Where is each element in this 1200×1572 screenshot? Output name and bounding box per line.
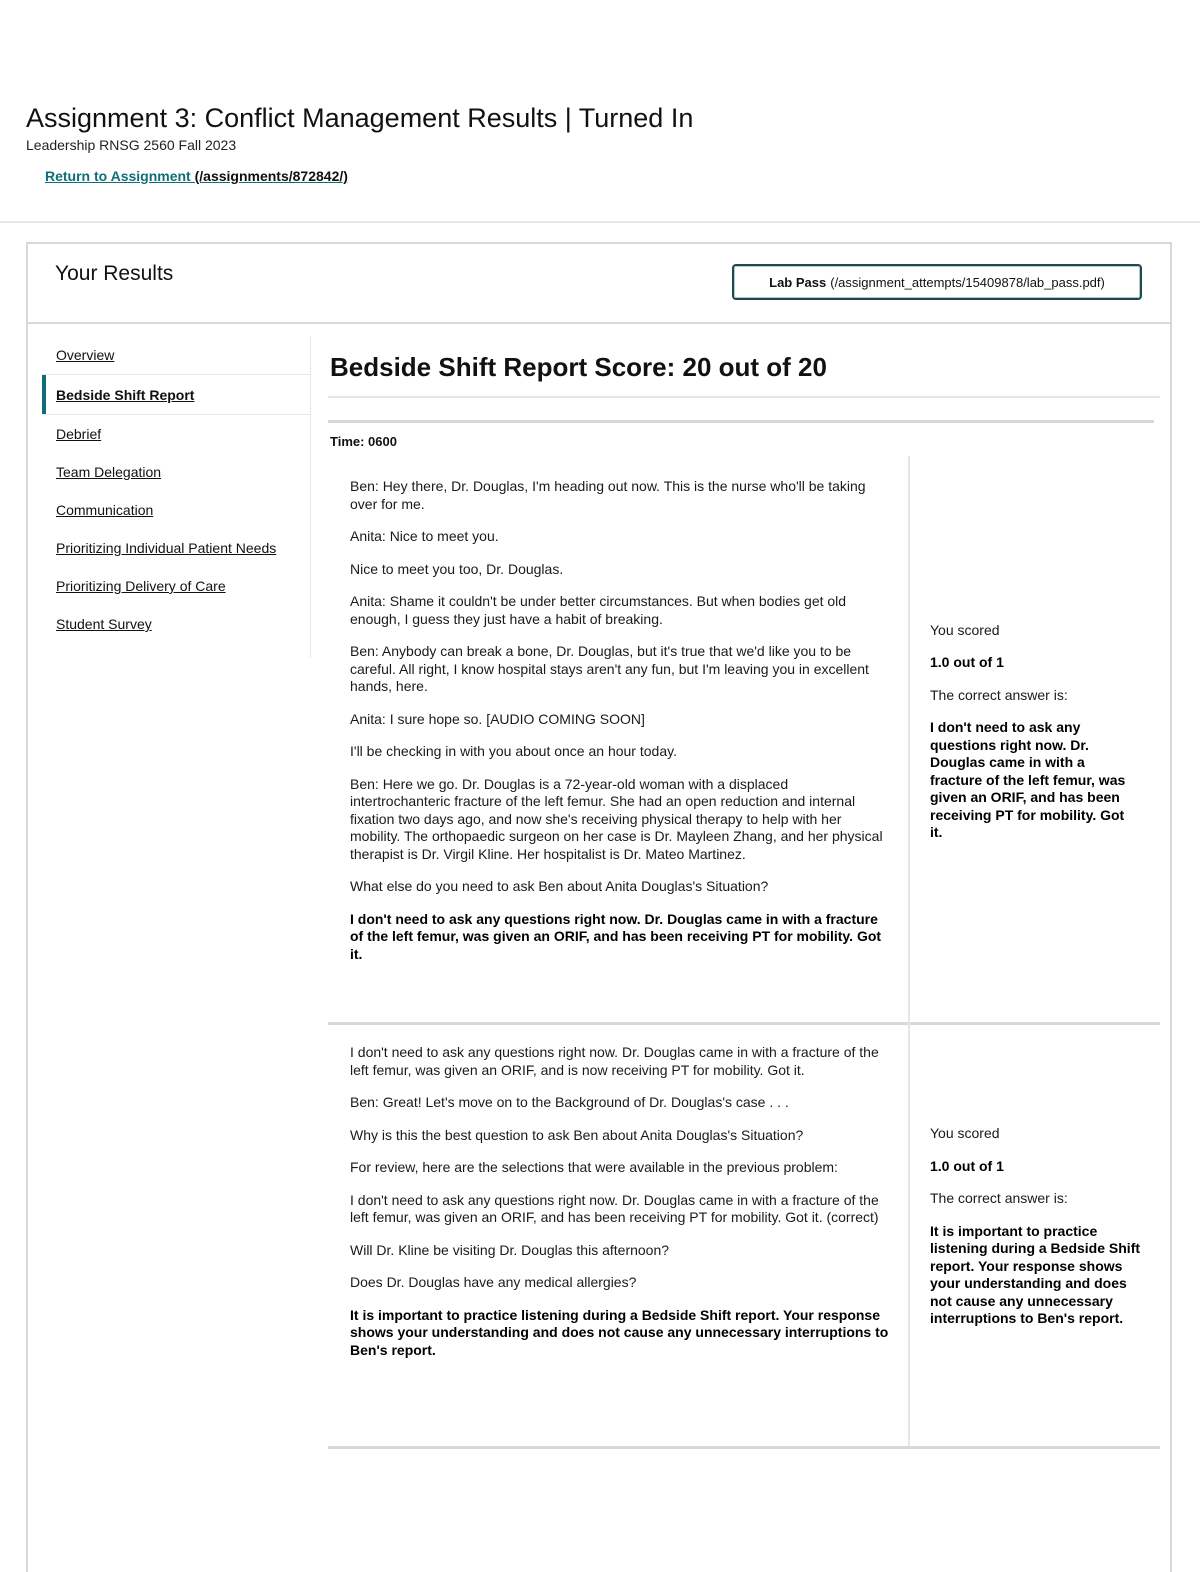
question-text: What else do you need to ask Ben about Anita Douglas's Situation? <box>350 878 769 894</box>
nav-item-communication[interactable] <box>42 491 310 529</box>
nav-item-label[interactable]: Student Survey <box>56 616 152 632</box>
heading-divider <box>328 396 1160 398</box>
selected-answer: I don't need to ask any questions right now. Dr. Douglas came in with a fracture of the left femur, was given an ORIF, and has been receiving PT for mobility. Got it. <box>350 910 882 962</box>
dialogue-line: Ben: Here we go. Dr. Douglas is a 72-year-old woman with a displaced intertrochanteric fracture of the left femur. She had an open reduction and internal fixation two days ago, and now she's receiving physical therapy to help with her mobility. The orthopaedic surgeon on her case is Dr. Mayleen Zhang, and her physical therapist is Dr. Virgil Kline. Her hospitalist is Dr. Mateo Martinez. <box>350 775 883 862</box>
dialogue-line: Ben: Great! Let's move on to the Background of Dr. Douglas's case . . . <box>350 1094 789 1110</box>
score-panel <box>908 1022 1160 1446</box>
dialogue-line: Anita: Shame it couldn't be under better circumstances. But when bodies get old enough, I guess they just have a habit of breaking. <box>350 593 847 627</box>
nav-item-prioritizing-individual-patient-needs[interactable] <box>42 529 310 567</box>
course-subtitle: Leadership RNSG 2560 Fall 2023 <box>26 137 237 153</box>
results-card <box>26 242 1172 1572</box>
review-intro: For review, here are the selections that were available in the previous problem: <box>350 1159 838 1175</box>
dialogue-line: I'll be checking in with you about once an hour today. <box>350 743 677 759</box>
question-block <box>328 456 1160 1025</box>
nav-item-label[interactable]: Overview <box>56 347 115 363</box>
header-divider <box>0 221 1200 223</box>
results-main <box>328 336 1160 1358</box>
question-block <box>328 1022 1160 1449</box>
scored-label: You scored <box>930 621 1000 638</box>
question-score: 1.0 out of 1 <box>930 654 1004 670</box>
nav-item-label[interactable]: Debrief <box>56 426 102 442</box>
scored-label: You scored <box>930 1125 1000 1142</box>
return-to-assignment-link[interactable] <box>45 168 348 184</box>
nav-item-label[interactable]: Prioritizing Delivery of Care <box>56 578 226 594</box>
lab-pass-label[interactable]: Lab Pass <box>769 274 827 290</box>
answer-option: Does Dr. Douglas have any medical allergies? <box>350 1274 637 1290</box>
nav-item-label[interactable]: Communication <box>56 502 154 518</box>
results-title: Your Results <box>55 262 174 285</box>
return-link-label[interactable]: Return to Assignment <box>45 168 191 184</box>
question-text: Why is this the best question to ask Ben about Anita Douglas's Situation? <box>350 1126 804 1143</box>
nav-item-team-delegation[interactable] <box>42 453 310 491</box>
correct-answer: I don't need to ask any questions right now. Dr. Douglas came in with a fracture of the left femur, was given an ORIF, and has been receiving PT for mobility. Got it. <box>930 719 1126 840</box>
score-panel <box>908 456 1160 1022</box>
lab-pass-button[interactable] <box>732 264 1142 300</box>
nav-item-student-survey[interactable] <box>42 605 310 643</box>
lab-pass-path[interactable]: (/assignment_attempts/15409878/lab_pass.pdf) <box>830 274 1105 290</box>
page-header <box>26 100 1174 184</box>
dialogue-line: Ben: Anybody can break a bone, Dr. Douglas, but it's true that we'd like you to be careful. All right, I know hospital stays aren't any fun, but I'm leaving you in excellent hands, here. <box>350 643 869 694</box>
correct-answer: It is important to practice listening during a Bedside Shift report. Your response shows your understanding and does not cause any unnecessary interruptions to Ben's report. <box>930 1222 1141 1327</box>
dialogue-line: Ben: Hey there, Dr. Douglas, I'm heading out now. This is the nurse who'll be taking over for me. <box>350 478 866 512</box>
nav-item-bedside-shift-report[interactable] <box>42 374 310 415</box>
nav-item-label[interactable]: Prioritizing Individual Patient Needs <box>56 540 277 556</box>
correct-answer-label: The correct answer is: <box>930 686 1068 703</box>
answer-option: Will Dr. Kline be visiting Dr. Douglas this afternoon? <box>350 1241 670 1258</box>
dialogue-line: I don't need to ask any questions right now. Dr. Douglas came in with a fracture of the left femur, was given an ORIF, and is now receiving PT for mobility. Got it. <box>350 1044 879 1078</box>
results-card-header <box>28 244 1170 324</box>
question-prompt <box>328 456 908 1022</box>
results-side-nav <box>42 336 311 658</box>
answer-option: I don't need to ask any questions right now. Dr. Douglas came in with a fracture of the left femur, was given an ORIF, and has been receiving PT for mobility. Got it. (correct) <box>350 1191 879 1225</box>
nav-item-overview[interactable] <box>42 336 310 374</box>
nav-item-debrief[interactable] <box>42 415 310 453</box>
section-score-heading: Bedside Shift Report Score: 20 out of 20 <box>330 352 827 382</box>
nav-item-label[interactable]: Bedside Shift Report <box>56 386 195 403</box>
return-link-path[interactable]: (/assignments/872842/) <box>194 168 348 184</box>
dialogue-line: Anita: I sure hope so. [AUDIO COMING SOON] <box>350 710 645 727</box>
time-label: Time: 0600 <box>330 434 397 449</box>
nav-item-label[interactable]: Team Delegation <box>56 464 162 480</box>
selected-answer: It is important to practice listening during a Bedside Shift report. Your response shows your understanding and does not cause any unnecessary interruptions to Ben's report. <box>350 1306 889 1358</box>
page-title: Assignment 3: Conflict Management Results | Turned In <box>26 103 694 133</box>
question-score: 1.0 out of 1 <box>930 1157 1004 1174</box>
dialogue-line: Anita: Nice to meet you. <box>350 528 499 544</box>
dialogue-line: Nice to meet you too, Dr. Douglas. <box>350 560 564 577</box>
question-prompt <box>328 1022 908 1446</box>
section-divider <box>328 420 1154 423</box>
nav-item-prioritizing-delivery-of-care[interactable] <box>42 567 310 605</box>
correct-answer-label: The correct answer is: <box>930 1190 1068 1207</box>
